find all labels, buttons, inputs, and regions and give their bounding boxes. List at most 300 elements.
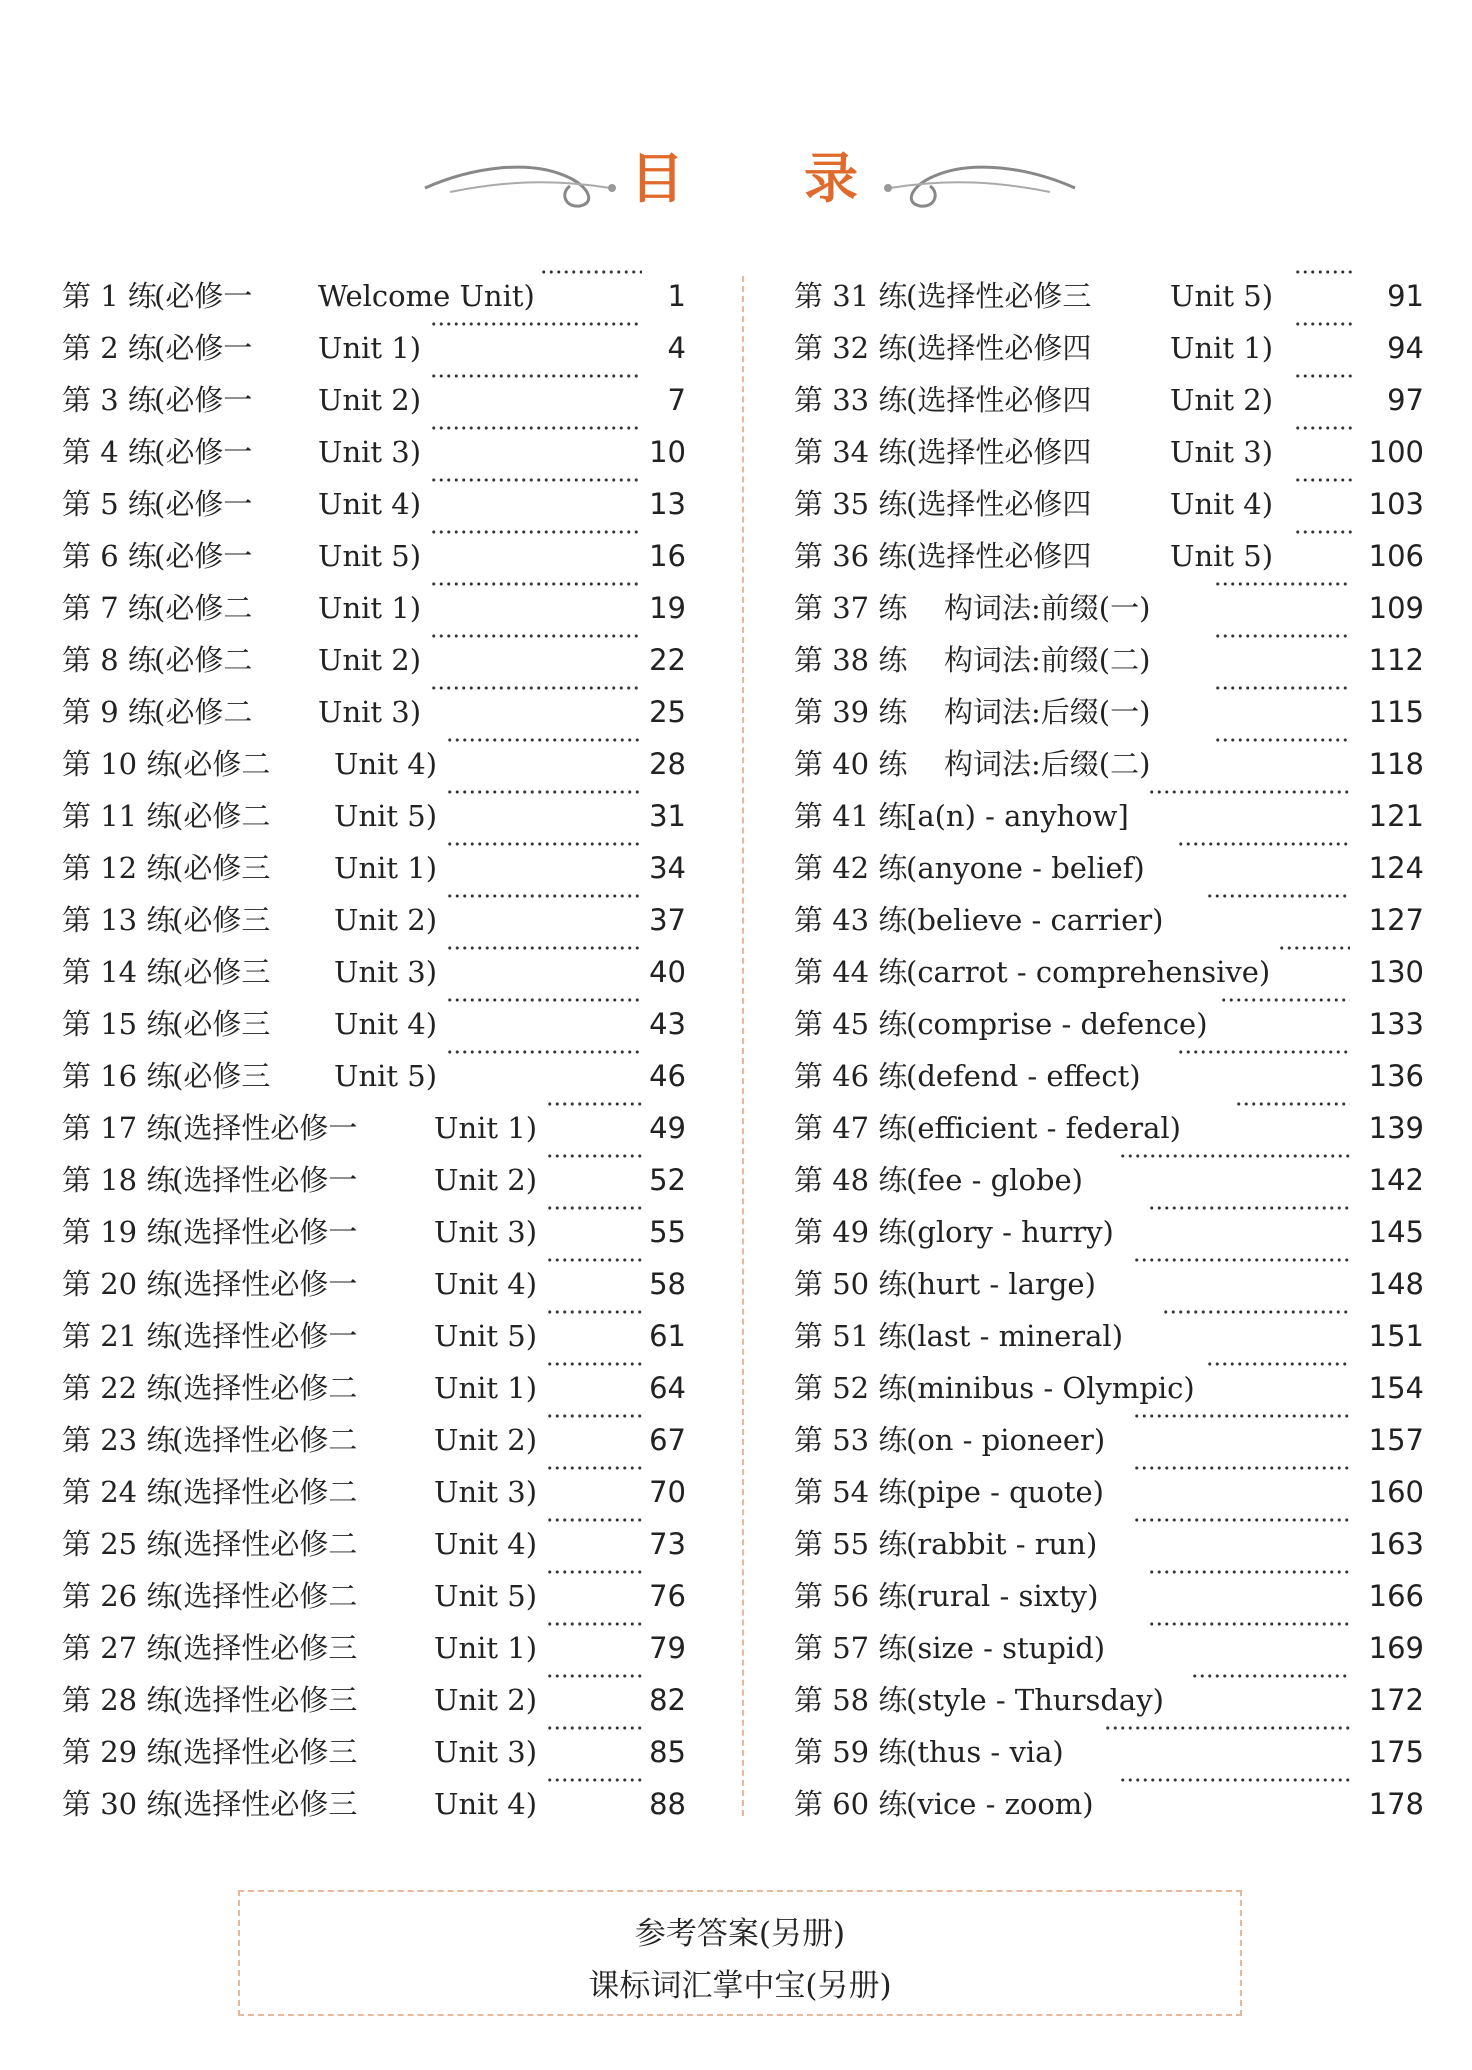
entry-page: 109: [1368, 591, 1424, 625]
entry-page: 82: [649, 1683, 686, 1717]
entry-dots: [1133, 1414, 1350, 1418]
entry-unit: Unit 5): [1170, 279, 1274, 313]
entry-dots: [1162, 1310, 1350, 1314]
toc-entry[interactable]: [62, 1778, 692, 1830]
entry-title: (hurt - large): [906, 1267, 1096, 1301]
entry-title: (rural - sixty): [906, 1579, 1099, 1613]
entry-page: 157: [1368, 1423, 1424, 1457]
entry-dots: [1220, 998, 1350, 1002]
entry-section: (选择性必修二: [172, 1423, 358, 1457]
entry-number: 第 45 练: [794, 1007, 908, 1041]
entry-section: (选择性必修三: [172, 1631, 358, 1665]
entry-title: (选择性必修四: [906, 435, 1092, 469]
toc-entry[interactable]: [794, 686, 1424, 738]
entry-title: (on - pioneer): [906, 1423, 1106, 1457]
entry-page: 91: [1387, 279, 1424, 313]
entry-page: 4: [667, 331, 686, 365]
entry-title: (fee - globe): [906, 1163, 1083, 1197]
entry-page: 37: [649, 903, 686, 937]
heading-char-1: 目: [630, 147, 684, 210]
toc-entry[interactable]: [794, 478, 1424, 530]
entry-page: 16: [649, 539, 686, 573]
entry-page: 106: [1368, 539, 1424, 573]
entry-dots: [1148, 1570, 1351, 1574]
entry-section: (选择性必修一: [172, 1163, 358, 1197]
entry-number: 第 15 练: [62, 1007, 176, 1041]
entry-page: 85: [649, 1735, 686, 1769]
entry-page: 76: [649, 1579, 686, 1613]
entry-dots: [446, 738, 642, 742]
entry-page: 136: [1368, 1059, 1424, 1093]
entry-page: 103: [1368, 487, 1424, 521]
entry-unit: Unit 1): [434, 1111, 538, 1145]
entry-unit: Unit 4): [334, 747, 438, 781]
entry-section: (必修一: [154, 383, 253, 417]
entry-dots: [546, 1674, 642, 1678]
entry-number: 第 59 练: [794, 1735, 908, 1769]
entry-page: 169: [1368, 1631, 1424, 1665]
entry-dots: [1294, 530, 1354, 534]
entry-number: 第 2 练: [62, 331, 157, 365]
entry-unit: Unit 1): [1170, 331, 1274, 365]
entry-page: 145: [1368, 1215, 1424, 1249]
toc-entry[interactable]: [62, 1154, 692, 1206]
entry-dots: [1148, 790, 1351, 794]
entry-page: 58: [649, 1267, 686, 1301]
entry-unit: Unit 4): [434, 1787, 538, 1821]
entry-dots: [546, 1206, 642, 1210]
toc-entry[interactable]: [794, 1726, 1424, 1778]
entry-unit: Unit 2): [434, 1423, 538, 1457]
entry-number: 第 12 练: [62, 851, 176, 885]
toc-entry[interactable]: [62, 1206, 692, 1258]
entry-number: 第 40 练: [794, 747, 908, 781]
entry-dots: [1294, 374, 1354, 378]
entry-title: (believe - carrier): [906, 903, 1164, 937]
entry-dots: [1294, 322, 1354, 326]
entry-page: 1: [667, 279, 686, 313]
entry-number: 第 52 练: [794, 1371, 908, 1405]
entry-section: (必修二: [154, 591, 253, 625]
entry-title: 构词法:后缀(二): [944, 747, 1151, 781]
entry-section: (必修三: [172, 1059, 271, 1093]
toc-entry[interactable]: [794, 270, 1424, 322]
entry-dots: [430, 634, 642, 638]
entry-number: 第 35 练: [794, 487, 908, 521]
toc-entry[interactable]: [62, 634, 692, 686]
entry-page: 13: [649, 487, 686, 521]
toc-entry[interactable]: [794, 1518, 1424, 1570]
entry-number: 第 48 练: [794, 1163, 908, 1197]
entry-title: 构词法:后缀(一): [944, 695, 1151, 729]
entry-page: 10: [649, 435, 686, 469]
entry-unit: Unit 5): [334, 1059, 438, 1093]
entry-page: 124: [1368, 851, 1424, 885]
entry-unit: Unit 5): [434, 1319, 538, 1353]
entry-title: (选择性必修四: [906, 331, 1092, 365]
entry-number: 第 22 练: [62, 1371, 176, 1405]
entry-unit: Unit 4): [334, 1007, 438, 1041]
toc-entry[interactable]: [62, 582, 692, 634]
toc-entry[interactable]: [62, 426, 692, 478]
entry-section: (必修三: [172, 903, 271, 937]
toc-entry[interactable]: [62, 790, 692, 842]
entry-dots: [546, 1258, 642, 1262]
entry-title: (minibus - Olympic): [906, 1371, 1195, 1405]
toc-entry[interactable]: [794, 998, 1424, 1050]
entry-dots: [1191, 1674, 1350, 1678]
toc-entry[interactable]: [794, 1778, 1424, 1830]
entry-page: 88: [649, 1787, 686, 1821]
entry-unit: Unit 1): [318, 591, 422, 625]
entry-dots: [1119, 1778, 1351, 1782]
entry-section: (必修二: [172, 799, 271, 833]
entry-section: (选择性必修二: [172, 1527, 358, 1561]
toc-entry[interactable]: [62, 998, 692, 1050]
entry-number: 第 55 练: [794, 1527, 908, 1561]
entry-dots: [546, 1466, 642, 1470]
toc-entry[interactable]: [62, 322, 692, 374]
toc-entry[interactable]: [62, 1414, 692, 1466]
entry-dots: [546, 1102, 642, 1106]
entry-dots: [1294, 478, 1354, 482]
entry-dots: [430, 322, 642, 326]
toc-entry[interactable]: [62, 894, 692, 946]
entry-page: 118: [1368, 747, 1424, 781]
entry-title: 构词法:前缀(一): [944, 591, 1151, 625]
entry-page: 166: [1368, 1579, 1424, 1613]
entry-dots: [446, 894, 642, 898]
toc-entry[interactable]: [794, 530, 1424, 582]
entry-page: 97: [1387, 383, 1424, 417]
entry-dots: [1148, 1622, 1351, 1626]
entry-page: 100: [1368, 435, 1424, 469]
supplement-box: [238, 1890, 1242, 2016]
entry-number: 第 58 练: [794, 1683, 908, 1717]
entry-number: 第 47 练: [794, 1111, 908, 1145]
toc-entry[interactable]: [794, 1466, 1424, 1518]
entry-dots: [446, 842, 642, 846]
entry-dots: [546, 1518, 642, 1522]
entry-dots: [446, 998, 642, 1002]
entry-unit: Unit 2): [334, 903, 438, 937]
entry-section: (选择性必修一: [172, 1267, 358, 1301]
entry-dots: [430, 582, 642, 586]
toc-entry[interactable]: [794, 374, 1424, 426]
entry-page: 142: [1368, 1163, 1424, 1197]
toc-entry[interactable]: [62, 270, 692, 322]
entry-section: (选择性必修二: [172, 1579, 358, 1613]
entry-number: 第 20 练: [62, 1267, 176, 1301]
entry-title: (选择性必修四: [906, 383, 1092, 417]
toc-entry[interactable]: [62, 1258, 692, 1310]
toc-entry[interactable]: [62, 1050, 692, 1102]
toc-entry[interactable]: [794, 738, 1424, 790]
entry-number: 第 37 练: [794, 591, 908, 625]
entry-section: (必修一: [154, 331, 253, 365]
entry-number: 第 17 练: [62, 1111, 176, 1145]
entry-dots: [1104, 1726, 1350, 1730]
entry-page: 130: [1368, 955, 1424, 989]
toc-entry[interactable]: [62, 1466, 692, 1518]
entry-dots: [430, 374, 642, 378]
entry-page: 79: [649, 1631, 686, 1665]
entry-page: 94: [1387, 331, 1424, 365]
entry-number: 第 57 练: [794, 1631, 908, 1665]
toc-entry[interactable]: [794, 634, 1424, 686]
entry-title: (rabbit - run): [906, 1527, 1098, 1561]
entry-dots: [430, 686, 642, 690]
entry-dots: [1133, 1518, 1350, 1522]
entry-unit: Unit 2): [318, 383, 422, 417]
entry-unit: Unit 1): [434, 1631, 538, 1665]
entry-unit: Unit 2): [434, 1163, 538, 1197]
entry-dots: [430, 426, 642, 430]
entry-title: (style - Thursday): [906, 1683, 1164, 1717]
toc-heading: [0, 130, 1472, 230]
entry-page: 52: [649, 1163, 686, 1197]
entry-unit: Unit 3): [1170, 435, 1274, 469]
entry-section: (选择性必修二: [172, 1475, 358, 1509]
toc-entry[interactable]: [62, 374, 692, 426]
entry-dots: [546, 1414, 642, 1418]
entry-dots: [1177, 1050, 1351, 1054]
entry-dots: [446, 1050, 642, 1054]
entry-title: [a(n) - anyhow]: [906, 799, 1129, 833]
toc-entry[interactable]: [62, 1102, 692, 1154]
entry-page: 121: [1368, 799, 1424, 833]
entry-dots: [446, 790, 642, 794]
entry-page: 160: [1368, 1475, 1424, 1509]
entry-unit: Unit 2): [434, 1683, 538, 1717]
entry-number: 第 39 练: [794, 695, 908, 729]
entry-unit: Unit 1): [318, 331, 422, 365]
entry-unit: Unit 2): [1170, 383, 1274, 417]
entry-section: (必修二: [154, 643, 253, 677]
entry-dots: [1133, 1466, 1350, 1470]
entry-number: 第 6 练: [62, 539, 157, 573]
entry-title: (size - stupid): [906, 1631, 1106, 1665]
entry-dots: [1235, 1102, 1351, 1106]
entry-title: (vice - zoom): [906, 1787, 1094, 1821]
toc-entry[interactable]: [794, 842, 1424, 894]
entry-dots: [1177, 842, 1351, 846]
entry-section: (选择性必修三: [172, 1787, 358, 1821]
entry-title: 构词法:前缀(二): [944, 643, 1151, 677]
entry-number: 第 56 练: [794, 1579, 908, 1613]
entry-number: 第 13 练: [62, 903, 176, 937]
entry-page: 34: [649, 851, 686, 885]
entry-title: (选择性必修四: [906, 539, 1092, 573]
entry-unit: Unit 4): [434, 1267, 538, 1301]
entry-number: 第 44 练: [794, 955, 908, 989]
entry-unit: Unit 5): [434, 1579, 538, 1613]
entry-number: 第 53 练: [794, 1423, 908, 1457]
toc-entry[interactable]: [794, 1050, 1424, 1102]
toc-entry[interactable]: [62, 1570, 692, 1622]
entry-section: (选择性必修一: [172, 1111, 358, 1145]
entry-section: (必修一: [154, 435, 253, 469]
entry-dots: [430, 478, 642, 482]
entry-page: 127: [1368, 903, 1424, 937]
toc-entry[interactable]: [794, 1622, 1424, 1674]
entry-page: 67: [649, 1423, 686, 1457]
entry-number: 第 8 练: [62, 643, 157, 677]
entry-unit: Unit 1): [434, 1371, 538, 1405]
entry-dots: [430, 530, 642, 534]
entry-title: (defend - effect): [906, 1059, 1141, 1093]
entry-dots: [546, 1570, 642, 1574]
entry-dots: [1278, 946, 1350, 950]
entry-unit: Unit 3): [334, 955, 438, 989]
left-ornament-icon: [420, 148, 620, 218]
toc-entry[interactable]: [794, 1154, 1424, 1206]
entry-number: 第 18 练: [62, 1163, 176, 1197]
entry-dots: [1294, 270, 1354, 274]
toc-entry[interactable]: [62, 1362, 692, 1414]
entry-number: 第 51 练: [794, 1319, 908, 1353]
entry-unit: Unit 3): [434, 1735, 538, 1769]
toc-entry[interactable]: [794, 322, 1424, 374]
entry-page: 175: [1368, 1735, 1424, 1769]
entry-page: 28: [649, 747, 686, 781]
entry-number: 第 23 练: [62, 1423, 176, 1457]
entry-number: 第 30 练: [62, 1787, 176, 1821]
entry-page: 7: [667, 383, 686, 417]
entry-section: (必修二: [154, 695, 253, 729]
entry-title: (glory - hurry): [906, 1215, 1114, 1249]
entry-title: (选择性必修四: [906, 487, 1092, 521]
entry-number: 第 9 练: [62, 695, 157, 729]
toc-entry[interactable]: [62, 842, 692, 894]
entry-title: (carrot - comprehensive): [906, 955, 1271, 989]
toc-entry[interactable]: [794, 1258, 1424, 1310]
entry-title: (选择性必修三: [906, 279, 1092, 313]
entry-unit: Unit 4): [434, 1527, 538, 1561]
entry-dots: [546, 1778, 642, 1782]
toc-entry[interactable]: [62, 738, 692, 790]
entry-page: 40: [649, 955, 686, 989]
entry-page: 73: [649, 1527, 686, 1561]
toc-entry[interactable]: [794, 790, 1424, 842]
entry-number: 第 27 练: [62, 1631, 176, 1665]
entry-page: 112: [1368, 643, 1424, 677]
toc-entry[interactable]: [794, 1570, 1424, 1622]
toc-entry[interactable]: [62, 686, 692, 738]
entry-title: (thus - via): [906, 1735, 1064, 1769]
toc-entry[interactable]: [62, 1518, 692, 1570]
entry-page: 178: [1368, 1787, 1424, 1821]
entry-unit: Unit 5): [1170, 539, 1274, 573]
entry-unit: Unit 4): [318, 487, 422, 521]
toc-entry[interactable]: [62, 1726, 692, 1778]
entry-number: 第 29 练: [62, 1735, 176, 1769]
entry-unit: Unit 3): [318, 695, 422, 729]
entry-number: 第 50 练: [794, 1267, 908, 1301]
entry-unit: Unit 1): [334, 851, 438, 885]
entry-number: 第 5 练: [62, 487, 157, 521]
entry-number: 第 21 练: [62, 1319, 176, 1353]
toc-entry[interactable]: [794, 426, 1424, 478]
entry-number: 第 38 练: [794, 643, 908, 677]
entry-number: 第 11 练: [62, 799, 176, 833]
entry-dots: [1119, 1154, 1351, 1158]
entry-dots: [1214, 738, 1350, 742]
toc-entry[interactable]: [62, 1310, 692, 1362]
toc-entry[interactable]: [62, 478, 692, 530]
entry-unit: Unit 2): [318, 643, 422, 677]
entry-page: 46: [649, 1059, 686, 1093]
entry-title: (anyone - belief): [906, 851, 1145, 885]
entry-dots: [1148, 1206, 1351, 1210]
heading-char-2: 录: [804, 147, 858, 210]
entry-number: 第 14 练: [62, 955, 176, 989]
toc-entry[interactable]: [794, 1206, 1424, 1258]
entry-section: (选择性必修三: [172, 1735, 358, 1769]
toc-entry[interactable]: [62, 530, 692, 582]
toc-entry[interactable]: [794, 946, 1424, 998]
entry-section: (选择性必修一: [172, 1319, 358, 1353]
toc-entry[interactable]: [794, 1102, 1424, 1154]
entry-unit: Unit 5): [318, 539, 422, 573]
toc-entry[interactable]: [62, 1622, 692, 1674]
entry-page: 49: [649, 1111, 686, 1145]
entry-title: (comprise - defence): [906, 1007, 1208, 1041]
entry-unit: Unit 3): [434, 1475, 538, 1509]
entry-unit: Welcome Unit): [318, 279, 535, 313]
entry-number: 第 43 练: [794, 903, 908, 937]
entry-number: 第 7 练: [62, 591, 157, 625]
entry-section: (必修一: [154, 279, 253, 313]
toc-entry[interactable]: [794, 1310, 1424, 1362]
toc-entry[interactable]: [794, 894, 1424, 946]
entry-page: 172: [1368, 1683, 1424, 1717]
entry-section: (选择性必修二: [172, 1371, 358, 1405]
entry-number: 第 10 练: [62, 747, 176, 781]
entry-unit: Unit 4): [1170, 487, 1274, 521]
entry-dots: [1214, 686, 1350, 690]
entry-section: (必修三: [172, 955, 271, 989]
entry-section: (必修二: [172, 747, 271, 781]
toc-entry[interactable]: [62, 1674, 692, 1726]
toc-entry[interactable]: [62, 946, 692, 998]
entry-dots: [1214, 582, 1350, 586]
entry-dots: [1133, 1258, 1350, 1262]
entry-number: 第 54 练: [794, 1475, 908, 1509]
toc-entry[interactable]: [794, 1362, 1424, 1414]
entry-page: 43: [649, 1007, 686, 1041]
entry-page: 22: [649, 643, 686, 677]
entry-page: 133: [1368, 1007, 1424, 1041]
toc-left-column: [62, 270, 692, 1830]
toc-entry[interactable]: [794, 1414, 1424, 1466]
entry-section: (选择性必修三: [172, 1683, 358, 1717]
entry-number: 第 19 练: [62, 1215, 176, 1249]
entry-dots: [1206, 1362, 1351, 1366]
entry-page: 70: [649, 1475, 686, 1509]
toc-entry[interactable]: [794, 582, 1424, 634]
entry-unit: Unit 5): [334, 799, 438, 833]
toc-right-column: [794, 270, 1424, 1830]
entry-number: 第 25 练: [62, 1527, 176, 1561]
entry-number: 第 16 练: [62, 1059, 176, 1093]
entry-unit: Unit 3): [318, 435, 422, 469]
entry-number: 第 31 练: [794, 279, 908, 313]
toc-entry[interactable]: [794, 1674, 1424, 1726]
entry-number: 第 41 练: [794, 799, 908, 833]
entry-dots: [546, 1310, 642, 1314]
entry-dots: [546, 1622, 642, 1626]
